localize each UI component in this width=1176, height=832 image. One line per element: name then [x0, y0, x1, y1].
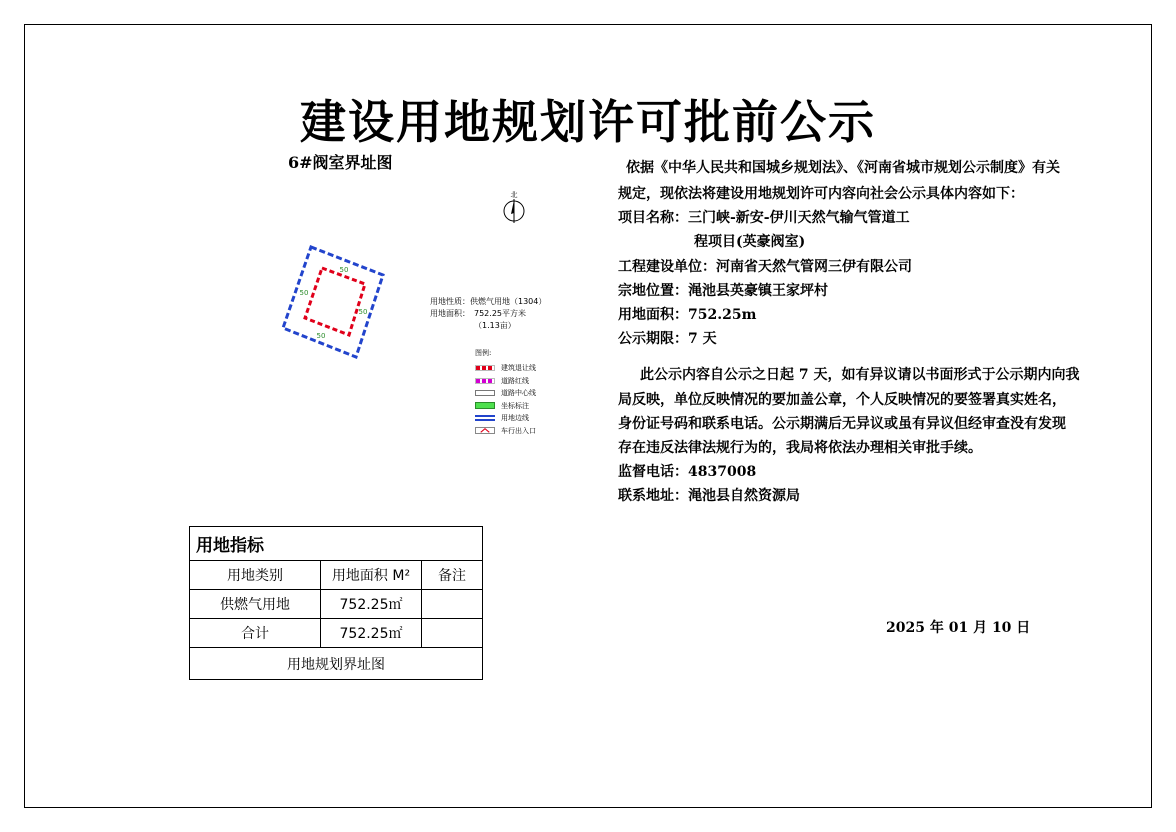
map-legend — [475, 348, 536, 437]
area-label: 用地面积： — [618, 307, 688, 323]
project-name-label: 项目名称： — [618, 210, 688, 226]
phone-label: 监督电话： — [618, 464, 688, 480]
row-area: 752.25㎡ — [321, 619, 422, 648]
land-area-label: 用地面积： — [430, 309, 470, 318]
road-red-line-swatch — [475, 378, 495, 384]
intro-line-2: 规定，现依法将建设用地规划许可内容向社会公示具体内容如下： — [618, 186, 1024, 202]
row-note — [422, 619, 483, 648]
phone-row — [618, 461, 756, 481]
project-name-cont: 程项目(英豪阀室) — [694, 234, 806, 250]
legend-item — [475, 412, 536, 425]
period-value: 7 天 — [688, 331, 717, 347]
area-row — [618, 304, 756, 324]
para-line-1: 此公示内容自公示之日起 7 天，如有异议请以书面形式于公示期内向我 — [640, 367, 1080, 383]
table-header: 用地指标 — [190, 527, 483, 561]
legend-label: 道路红线 — [501, 376, 529, 385]
coordinate-swatch — [475, 402, 495, 409]
table-row — [190, 619, 483, 648]
row-note — [422, 590, 483, 619]
unit-label: 工程建设单位： — [618, 259, 716, 275]
row-type: 合计 — [190, 619, 321, 648]
para-line-2: 局反映，单位反映情况的要加盖公章，个人反映情况的要签署真实姓名， — [618, 392, 1066, 408]
legend-item — [475, 362, 536, 375]
unit-value: 河南省天然气管网三伊有限公司 — [716, 259, 912, 275]
intro-line-1: 依据《中华人民共和国城乡规划法》、《河南省城市规划公示制度》有关 — [626, 160, 1060, 176]
table-footer: 用地规划界址图 — [190, 648, 483, 680]
address-label: 联系地址： — [618, 488, 688, 504]
land-nature-label: 用地性质： — [430, 297, 470, 306]
para-line-4: 存在违反法律法规行为的，我局将依法办理相关审批手续。 — [618, 440, 982, 456]
col-area-header: 用地面积 M² — [321, 561, 422, 590]
north-label: 北 — [510, 191, 518, 199]
dim-label-left: 50 — [299, 289, 309, 297]
land-nature-value: 供燃气用地（1304） — [470, 297, 547, 306]
building-setback-line — [305, 268, 365, 335]
period-label: 公示期限： — [618, 331, 688, 347]
row-type: 供燃气用地 — [190, 590, 321, 619]
area-value: 752.25m — [688, 307, 757, 323]
dim-label-bottom: 50 — [316, 332, 326, 340]
period-row — [618, 328, 717, 348]
legend-item — [475, 387, 536, 400]
setback-line-swatch — [475, 365, 495, 371]
address-value: 渑池县自然资源局 — [688, 488, 800, 504]
land-index-table — [189, 526, 483, 680]
para-line-3: 身份证号码和联系电话。公示期满后无异议或虽有异议但经审查没有发现 — [618, 416, 1066, 432]
legend-label: 道路中心线 — [501, 389, 536, 398]
row-area: 752.25㎡ — [321, 590, 422, 619]
legend-title: 图例: — [475, 349, 492, 357]
notice-date: 2025 年 01 月 10 日 — [886, 620, 1031, 636]
vehicle-entrance-icon — [475, 427, 495, 434]
location-label: 宗地位置： — [618, 283, 688, 299]
col-note-header: 备注 — [422, 561, 483, 590]
location-row — [618, 280, 828, 300]
address-row — [618, 485, 800, 505]
boundary-line-swatch — [475, 415, 495, 421]
legend-item — [475, 400, 536, 413]
road-center-line-swatch — [475, 390, 495, 396]
legend-label: 车行出入口 — [501, 426, 536, 435]
table-row — [190, 590, 483, 619]
land-area-value: 752.25平方米 — [474, 309, 526, 318]
land-info — [430, 296, 547, 332]
col-type-header: 用地类别 — [190, 561, 321, 590]
map-title: 6#阀室界址图 — [288, 153, 393, 172]
page-title: 建设用地规划许可批前公示 — [300, 95, 876, 149]
unit-row — [618, 256, 912, 276]
land-boundary-line — [283, 247, 383, 357]
legend-item — [475, 375, 536, 388]
legend-item — [475, 425, 536, 438]
land-area-mu: （1.13亩） — [474, 321, 516, 330]
phone-value: 4837008 — [688, 464, 757, 480]
project-name-row — [618, 207, 910, 227]
project-name-value: 三门峡-新安-伊川天然气输气管道工 — [688, 210, 910, 226]
location-value: 渑池县英豪镇王家坪村 — [688, 283, 828, 299]
dim-label-top: 50 — [339, 266, 349, 274]
legend-label: 坐标标注 — [501, 401, 529, 410]
north-arrow-icon — [504, 190, 524, 223]
legend-label: 用地边线 — [501, 414, 529, 423]
legend-label: 建筑退让线 — [501, 364, 536, 373]
dim-label-right: 50 — [358, 308, 368, 316]
